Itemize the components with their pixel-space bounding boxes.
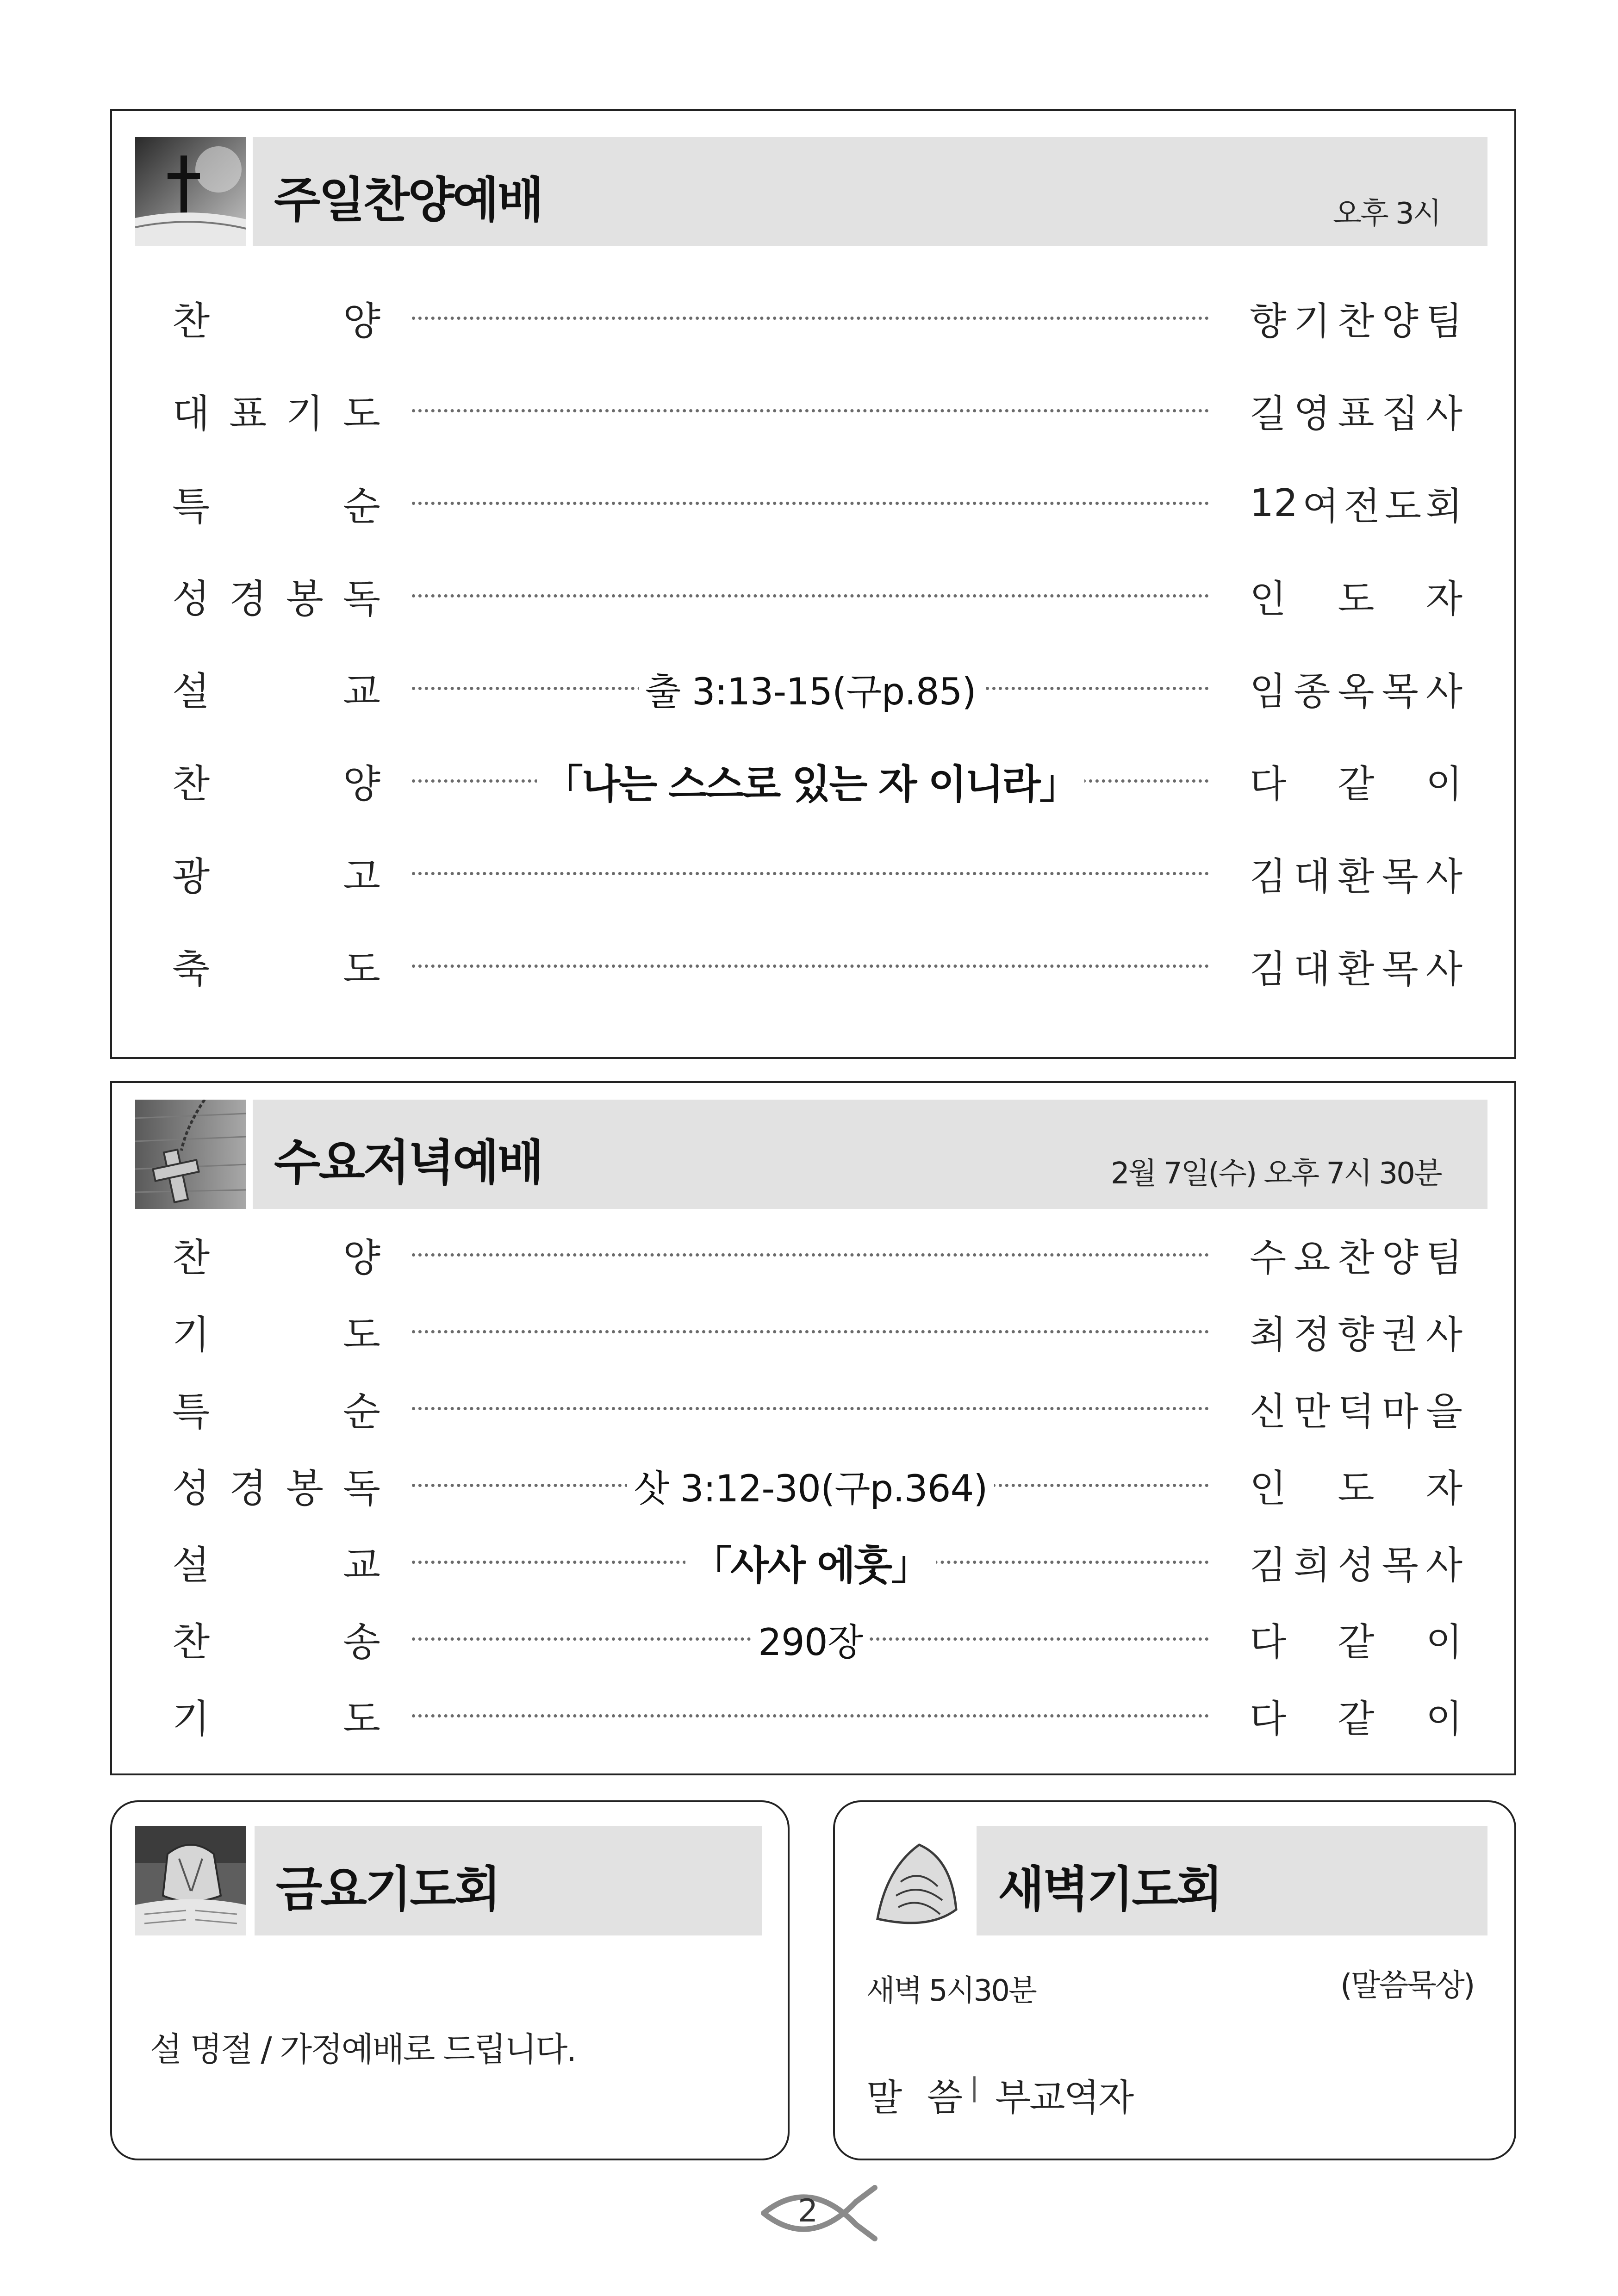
service-row — [0, 1537, 1618, 1587]
service-row — [0, 385, 1618, 436]
leader-char: 김 — [1250, 947, 1287, 991]
service-item-label — [172, 1383, 380, 1434]
fish-icon — [759, 2181, 879, 2246]
service-item-leader — [1250, 1460, 1462, 1511]
label-char: 축 — [172, 946, 210, 992]
leader-char: 사 — [1425, 1543, 1462, 1587]
service-row — [0, 848, 1618, 899]
leader-char: 환 — [1338, 854, 1375, 899]
dotted-leader-line — [412, 872, 1209, 875]
label-char: 대 — [172, 391, 210, 436]
dotted-leader-line — [412, 1330, 1209, 1333]
label-char: 특 — [172, 483, 210, 529]
label-char: 고 — [342, 853, 380, 899]
service-item-label — [172, 385, 380, 436]
leader-char: 자 — [1425, 1466, 1462, 1511]
leader-char: 같 — [1338, 1697, 1375, 1741]
leader-char: 향 — [1338, 1313, 1375, 1357]
leader-char: 김 — [1250, 1543, 1287, 1587]
leader-char: 다 — [1250, 762, 1287, 806]
label-char: 송 — [342, 1619, 380, 1665]
label-char: 기 — [286, 391, 324, 436]
service-row — [0, 292, 1618, 343]
leader-char: 목 — [1382, 947, 1419, 991]
service-item-leader — [1250, 848, 1462, 899]
leader-char: 권 — [1382, 1313, 1419, 1357]
service-row — [0, 1690, 1618, 1741]
dotted-leader-line — [412, 1407, 1209, 1410]
label-char: 경 — [229, 1465, 267, 1511]
label-char: 찬 — [172, 298, 210, 344]
dawn-word-label: 말 씀 — [866, 2076, 969, 2119]
leader-char: 전 — [1343, 484, 1381, 529]
label-char: 찬 — [172, 1235, 210, 1281]
leader-char: 도 — [1338, 1466, 1375, 1511]
service-item-label — [172, 1229, 380, 1280]
leader-char: 향 — [1250, 299, 1287, 343]
service-row — [0, 940, 1618, 991]
friday-title: 금요기도회 — [276, 1861, 499, 1917]
leader-char: 찬 — [1338, 299, 1375, 343]
leader-char: 회 — [1425, 484, 1462, 529]
service-item-detail: 출 3:13-15(구p.85) — [639, 663, 983, 714]
dotted-leader-line — [412, 1253, 1209, 1257]
label-char: 교 — [342, 1542, 380, 1588]
service-row — [0, 1229, 1618, 1280]
label-char: 양 — [342, 761, 380, 807]
leader-char: 마 — [1382, 1389, 1419, 1434]
service-item-leader — [1250, 570, 1462, 621]
service-row — [0, 570, 1618, 621]
leader-char: 찬 — [1338, 1236, 1375, 1280]
label-char: 독 — [342, 1465, 380, 1511]
leader-char: 인 — [1250, 1466, 1287, 1511]
service-row — [0, 1306, 1618, 1357]
leader-char: 목 — [1382, 854, 1419, 899]
label-char: 봉 — [286, 1465, 324, 1511]
leader-char: 12 — [1250, 481, 1298, 525]
label-char: 순 — [342, 1388, 380, 1434]
leader-char: 표 — [1338, 392, 1375, 436]
sunday-title: 주일찬양예배 — [274, 172, 542, 228]
service-item-label — [172, 755, 380, 806]
leader-char: 사 — [1425, 392, 1462, 436]
praying-hands-bible-photo-icon — [135, 1826, 246, 1935]
leader-char: 팀 — [1425, 1236, 1462, 1280]
service-item-label — [172, 478, 380, 529]
label-char: 양 — [342, 1235, 380, 1281]
leader-char: 김 — [1250, 854, 1287, 899]
service-item-label — [172, 1306, 380, 1357]
service-item-detail: 「사사 에훗」 — [685, 1537, 936, 1587]
label-char: 교 — [342, 668, 380, 714]
label-char: 성 — [172, 1465, 210, 1511]
leader-char: 목 — [1382, 669, 1419, 714]
label-char: 경 — [229, 576, 267, 622]
page-number: 2 — [798, 2193, 818, 2229]
label-char: 독 — [342, 576, 380, 622]
dotted-leader-line — [412, 317, 1209, 320]
leader-char: 성 — [1338, 1543, 1375, 1587]
leader-char: 이 — [1425, 1697, 1462, 1741]
leader-char: 도 — [1338, 577, 1375, 621]
service-item-leader — [1250, 1690, 1462, 1741]
leader-char: 덕 — [1338, 1389, 1375, 1434]
service-item-leader — [1250, 663, 1462, 714]
service-item-leader — [1250, 385, 1462, 436]
leader-char: 영 — [1294, 392, 1331, 436]
friday-notice: 설 명절 / 가정예배로 드립니다. — [150, 2030, 576, 2069]
leader-char: 만 — [1294, 1389, 1331, 1434]
dawn-time: 새벽 5시30분 — [866, 1974, 1036, 2008]
service-item-detail: 「나는 스스로 있는 자 이니라」 — [537, 755, 1084, 806]
leader-char: 수 — [1250, 1236, 1287, 1280]
service-item-detail: 290장 — [752, 1613, 869, 1664]
label-char: 찬 — [172, 1619, 210, 1665]
label-char: 설 — [172, 1542, 210, 1588]
leader-char: 다 — [1250, 1620, 1287, 1664]
service-item-label — [172, 940, 380, 991]
service-item-leader — [1250, 1306, 1462, 1357]
leader-char: 같 — [1338, 1620, 1375, 1664]
service-item-label — [172, 1613, 380, 1664]
label-char: 특 — [172, 1388, 210, 1434]
service-item-leader — [1250, 1613, 1462, 1664]
service-item-leader — [1250, 478, 1462, 529]
wednesday-title: 수요저녁예배 — [274, 1134, 542, 1191]
leader-char: 희 — [1294, 1543, 1331, 1587]
service-item-label — [172, 1460, 380, 1511]
dawn-separator: | — [970, 2072, 979, 2103]
service-item-label — [172, 848, 380, 899]
leader-char: 여 — [1302, 484, 1339, 529]
leader-char: 신 — [1250, 1389, 1287, 1434]
cross-bible-photo-icon — [135, 137, 246, 246]
service-item-leader — [1250, 755, 1462, 806]
dawn-note: (말씀묵상) — [1340, 1967, 1474, 2003]
label-char: 도 — [342, 391, 380, 436]
leader-char: 같 — [1338, 762, 1375, 806]
label-char: 도 — [342, 946, 380, 992]
service-row — [0, 1383, 1618, 1434]
service-item-label — [172, 1537, 380, 1587]
service-item-leader — [1250, 1229, 1462, 1280]
service-row — [0, 478, 1618, 529]
leader-char: 옥 — [1338, 669, 1375, 714]
leader-char: 대 — [1294, 947, 1331, 991]
leader-char: 이 — [1425, 1620, 1462, 1664]
dotted-leader-line — [412, 502, 1209, 505]
leader-char: 길 — [1250, 392, 1287, 436]
service-item-leader — [1250, 292, 1462, 343]
label-char: 광 — [172, 853, 210, 899]
service-item-leader — [1250, 1383, 1462, 1434]
leader-char: 자 — [1425, 577, 1462, 621]
leader-char: 양 — [1382, 299, 1419, 343]
leader-char: 집 — [1382, 392, 1419, 436]
label-char: 기 — [172, 1696, 210, 1742]
label-char: 찬 — [172, 761, 210, 807]
leader-char: 이 — [1425, 762, 1462, 806]
service-row — [0, 1460, 1618, 1511]
service-row — [0, 755, 1618, 806]
service-item-label — [172, 1690, 380, 1741]
service-item-leader — [1250, 1537, 1462, 1587]
service-item-leader — [1250, 940, 1462, 991]
rosary-cross-photo-icon — [135, 1100, 246, 1209]
dotted-leader-line — [412, 594, 1209, 597]
leader-char: 인 — [1250, 577, 1287, 621]
service-item-detail: 삿 3:12-30(구p.364) — [627, 1460, 994, 1511]
leader-char: 도 — [1384, 484, 1422, 529]
leader-char: 사 — [1425, 947, 1462, 991]
label-char: 기 — [172, 1312, 210, 1357]
label-char: 도 — [342, 1696, 380, 1742]
leader-char: 정 — [1294, 1313, 1331, 1357]
label-char: 양 — [342, 298, 380, 344]
leader-char: 목 — [1382, 1543, 1419, 1587]
leader-char: 요 — [1294, 1236, 1331, 1280]
leader-char: 팀 — [1425, 299, 1462, 343]
label-char: 성 — [172, 576, 210, 622]
leader-char: 임 — [1250, 669, 1287, 714]
label-char: 봉 — [286, 576, 324, 622]
leader-char: 사 — [1425, 1313, 1462, 1357]
dotted-leader-line — [412, 964, 1209, 968]
dotted-leader-line — [412, 1714, 1209, 1717]
dawn-word-text: 부교역자 — [995, 2076, 1133, 2119]
praying-hands-photo-icon — [859, 1826, 970, 1935]
leader-char: 최 — [1250, 1313, 1287, 1357]
wednesday-time: 2월 7일(수) 오후 7시 30분 — [1111, 1157, 1441, 1191]
service-row — [0, 1613, 1618, 1664]
service-row — [0, 663, 1618, 714]
label-char: 도 — [342, 1312, 380, 1357]
leader-char: 사 — [1425, 854, 1462, 899]
label-char: 설 — [172, 668, 210, 714]
leader-char: 사 — [1425, 669, 1462, 714]
leader-char: 을 — [1425, 1389, 1462, 1434]
dawn-title: 새벽기도회 — [998, 1861, 1221, 1917]
service-item-label — [172, 663, 380, 714]
label-char: 순 — [342, 483, 380, 529]
leader-char: 기 — [1294, 299, 1331, 343]
leader-char: 다 — [1250, 1697, 1287, 1741]
leader-char: 환 — [1338, 947, 1375, 991]
leader-char: 양 — [1382, 1236, 1419, 1280]
service-item-label — [172, 292, 380, 343]
leader-char: 대 — [1294, 854, 1331, 899]
sunday-time: 오후 3시 — [1333, 197, 1440, 231]
leader-char: 종 — [1294, 669, 1331, 714]
label-char: 표 — [229, 391, 267, 436]
service-item-label — [172, 570, 380, 621]
dotted-leader-line — [412, 409, 1209, 412]
